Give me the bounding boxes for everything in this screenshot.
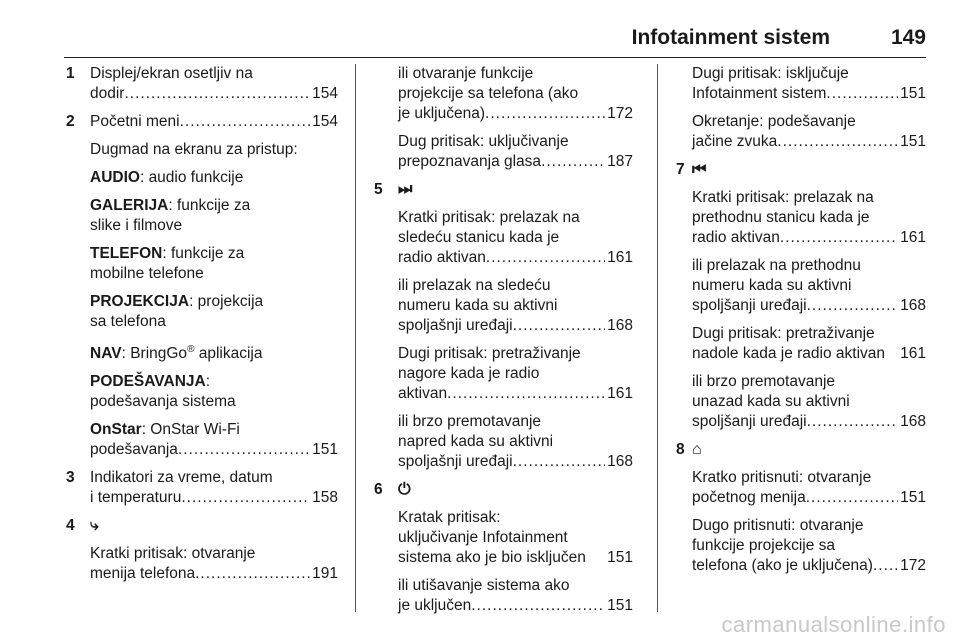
paragraph [692,516,926,576]
entry-number: 8 [676,441,685,458]
column-1 [66,64,338,584]
leader-dots [180,112,311,132]
page-ref[interactable] [90,488,338,508]
button-galerija [90,196,338,236]
ref-page: 172 [607,105,633,122]
page-ref[interactable] [398,152,633,172]
ref-text: radio aktivan [692,229,780,246]
header-rule [64,57,926,58]
ref-page: 154 [312,85,338,102]
column-divider [657,64,658,612]
leader-dots [124,84,310,104]
ref-page: 168 [900,297,926,314]
entry-text: Kratki pritisak: otvaranje [90,545,256,563]
power-icon: ⏻ [398,481,411,498]
leader-dots [486,248,605,268]
paragraph [692,372,926,432]
entry-number: 4 [66,517,75,535]
text-line: ili brzo premotavanje [692,373,836,390]
term-desc: sa telefona [90,313,166,330]
paragraph [398,412,633,472]
ref-text: Infotainment sistem [692,85,827,102]
term: NAV [90,345,122,363]
ref-page: 191 [312,565,338,583]
page-ref[interactable] [692,412,926,432]
page-ref[interactable] [692,344,926,364]
leader-dots [807,296,899,316]
leader-dots [826,84,898,104]
term-desc: aplikacija [194,345,263,363]
button-nav [90,340,338,364]
ref-text: dodir [90,85,125,102]
button-telefon [90,244,338,284]
entry-6 [374,480,633,616]
text-line: Dugo pritisnuti: otvaranje [692,517,864,534]
entry-text: Indikatori za vreme, datum [90,469,273,487]
ref-text: spoljšanji uređaji [692,297,807,314]
text-line: numeru kada su aktivni [398,297,558,314]
term-desc: : OnStar Wi-Fi [141,421,240,439]
ref-text: telefona (ako je uključena) [692,557,873,574]
leader-dots [777,132,898,152]
button-onstar [90,420,338,460]
text-line: ili otvaranje funkcije [398,65,534,82]
term-desc: : BringGo [121,345,188,363]
paragraph [692,324,926,364]
page-ref[interactable] [398,452,633,472]
ref-text: je uključena) [398,105,486,122]
leader-dots [195,564,310,584]
ref-text: jačine zvuka [692,133,778,150]
page-ref[interactable] [398,104,633,124]
section-title: Infotainment sistem [631,26,830,49]
ref-page: 172 [900,557,926,574]
leader-dots [513,452,606,472]
entry-7 [676,160,926,432]
leader-dots [181,488,310,508]
entry-3 [66,468,338,508]
entry-text: Displej/ekran osetljiv na [90,65,253,82]
term-desc: podešavanja sistema [90,393,236,411]
ref-page: 161 [900,229,926,246]
text-line: Kratko pritisnuti: otvaranje [692,469,872,486]
text-line: Dugi pritisak: isključuje [692,65,849,82]
leader-dots [447,384,605,404]
ref-text: nadole kada je radio aktivan [692,345,886,362]
page-ref[interactable] [398,596,633,616]
page-ref[interactable] [398,248,633,268]
page-ref[interactable] [398,384,633,404]
ref-page: 161 [607,249,633,266]
entry-4 [66,516,338,584]
ref-page: 151 [607,549,633,566]
term-desc: : projekcija [189,293,264,310]
page-ref[interactable] [398,548,633,568]
term: PODEŠAVANJA [90,373,206,391]
ref-page: 151 [607,597,633,614]
entry-number: 2 [66,113,75,130]
term-desc: : audio funkcije [139,169,244,186]
ref-text: i temperaturu [90,489,182,507]
page-ref[interactable] [398,316,633,336]
leader-dots [513,316,606,336]
entry-number: 7 [676,161,685,178]
ref-page: 158 [312,489,338,507]
term: PROJEKCIJA [90,293,190,310]
ref-text: Početni meni [90,113,180,130]
text-line: Dugi pritisak: pretraživanje [398,345,581,362]
term-desc: mobilne telefone [90,265,204,282]
column-2 [374,64,633,624]
ref-text: je uključen [398,597,472,614]
ref-text: aktivan [398,385,448,402]
text-line: funkcije projekcije sa [692,537,836,554]
button-projekcija [90,292,338,332]
ref-page: 154 [312,113,338,130]
paragraph [692,188,926,248]
text-line: napred kada su aktivni [398,433,554,450]
leader-dots [471,596,605,616]
page-ref[interactable] [692,296,926,316]
entry-1 [66,64,338,104]
paragraph [692,112,926,152]
page-number: 149 [890,26,926,49]
text-line: Kratki pritisak: prelazak na [692,189,874,206]
watermark: carmanualsonline.info [721,612,946,637]
ref-text: početnog menija [692,489,806,506]
text-line: ili utišavanje sistema ako [398,577,570,594]
ref-text: prepoznavanja glasa [398,153,542,170]
ref-page: 151 [900,489,926,506]
paragraph [398,344,633,404]
ref-page: 161 [607,385,633,402]
term: GALERIJA [90,197,169,214]
paragraph [398,508,633,568]
page-ref[interactable] [90,112,338,132]
term-desc: : funkcije za [162,245,245,262]
button-podesavanja [90,372,338,412]
ref-page: 151 [900,85,926,102]
paragraph [398,132,633,172]
paragraph [692,468,926,508]
page-header [64,26,926,56]
ref-page: 151 [900,133,926,150]
ref-text: menija telefona [90,565,196,583]
leader-dots [541,152,605,172]
next-track-icon: ⏭ [398,181,413,198]
home-icon: ⌂ [692,441,702,458]
page-ref[interactable] [692,556,926,576]
entry-5 [374,180,633,472]
page-ref[interactable] [692,488,926,508]
leader-dots [780,228,898,248]
term: TELEFON [90,245,163,262]
term-desc: : [205,373,211,391]
text-line: projekcije sa telefona (ako [398,85,579,102]
page-ref[interactable] [692,84,926,104]
term: AUDIO [90,169,140,186]
entry-number: 5 [374,181,383,198]
paragraph [398,208,633,268]
paragraph [692,64,926,104]
page-ref[interactable] [90,440,338,460]
ref-page: 187 [607,153,633,170]
text-line: prethodnu stanicu kada je [692,209,870,226]
ref-text: radio aktivan [398,249,486,266]
text-line: Dugi pritisak: pretraživanje [692,325,875,342]
column-3 [676,64,926,584]
text-line: Okretanje: podešavanje [692,113,856,130]
paragraph [398,576,633,616]
page-ref[interactable] [90,564,338,584]
text-line: ili brzo premotavanje [398,413,542,430]
leader-dots [873,556,898,576]
term-desc: : funkcije za [168,197,251,214]
ref-text: sistema ako je bio isključen [398,549,586,566]
phone-icon: ⤷ [90,517,99,535]
text-line: Kratki pritisak: prelazak na [398,209,580,226]
text-line: Dug pritisak: uključivanje [398,133,569,150]
text-line: Kratak pritisak: [398,509,501,526]
text-line: unazad kada su aktivni [692,393,850,410]
paragraph [692,256,926,316]
ref-page: 168 [607,317,633,334]
ref-text: podešavanja [90,441,178,459]
leader-dots [178,440,310,460]
page-ref[interactable] [692,228,926,248]
ref-text: spoljšanji uređaji [692,413,807,430]
paragraph [398,276,633,336]
page-ref[interactable] [90,84,338,104]
ref-page: 168 [607,453,633,470]
intro-text: Dugmad na ekranu za pristup: [90,141,298,158]
term: OnStar [90,421,142,439]
column-divider [355,64,356,612]
button-audio [90,168,338,188]
entry-8 [676,440,926,576]
text-line: numeru kada su aktivni [692,277,852,294]
leader-dots [485,104,605,124]
leader-dots [806,488,898,508]
leader-dots [807,412,899,432]
entry-number: 1 [66,65,75,82]
text-line: ili prelazak na sledeću [398,277,551,294]
text-line: ili prelazak na prethodnu [692,257,861,274]
entry-number: 3 [66,469,75,487]
paragraph [398,64,633,124]
registered-mark: ® [187,344,195,355]
previous-track-icon: ⏮ [692,161,707,178]
ref-page: 168 [900,413,926,430]
page-ref[interactable] [692,132,926,152]
ref-text: spoljašnji uređaji [398,453,513,470]
ref-text: spoljašnji uređaji [398,317,513,334]
text-line: uključivanje Infotainment [398,529,568,546]
entry-number: 6 [374,481,383,498]
text-line: sledeću stanicu kada je [398,229,560,246]
entry-2 [66,112,338,460]
term-desc: slike i filmove [90,217,183,234]
ref-page: 151 [312,441,338,459]
ref-page: 161 [900,345,926,362]
text-line: nagore kada je radio [398,365,540,382]
